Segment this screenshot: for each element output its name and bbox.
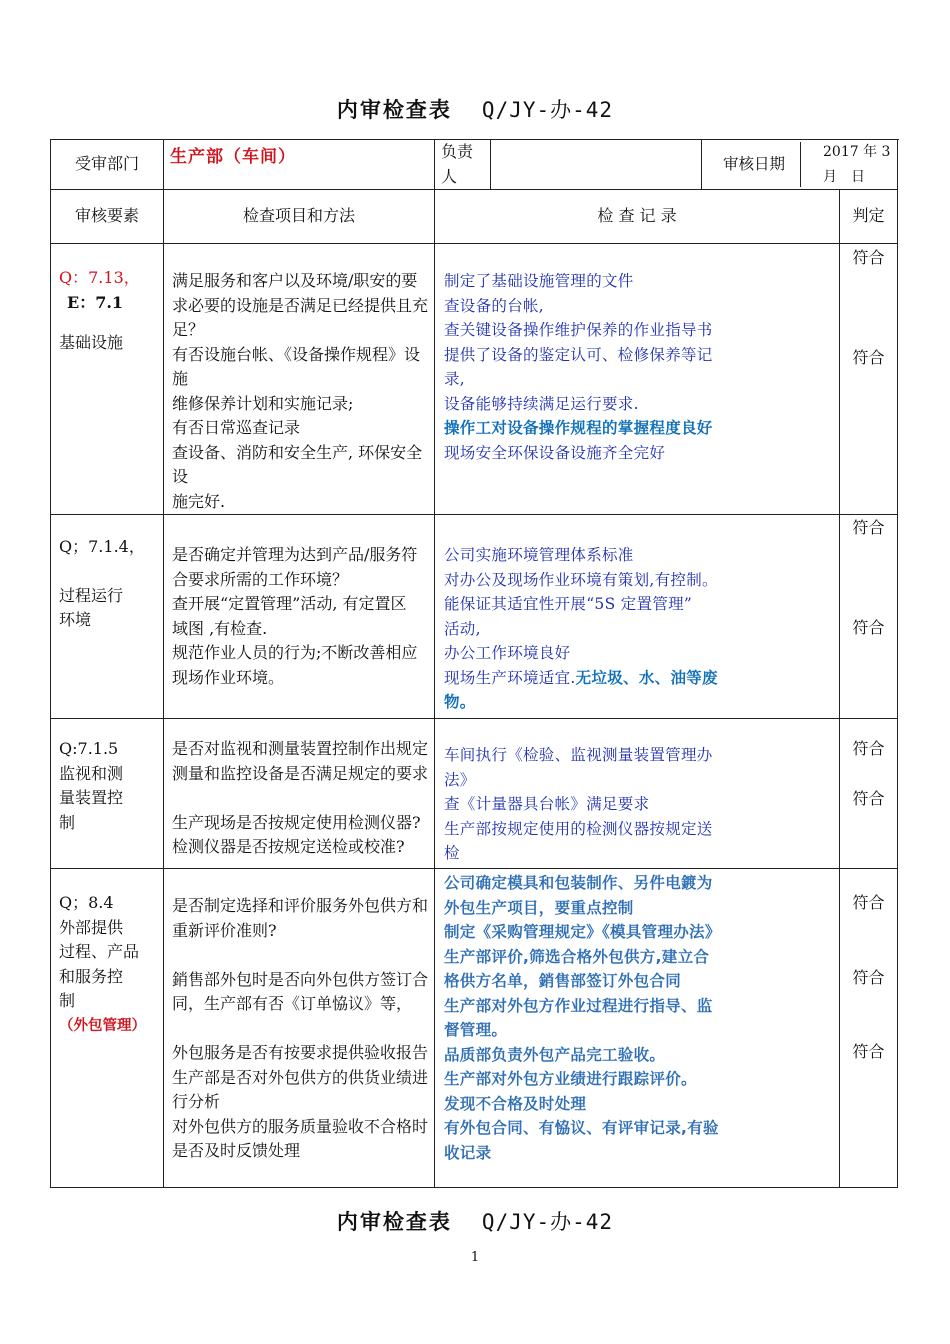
record-line: 公司确定模具和包装制作、另件电鍍为 bbox=[444, 874, 713, 892]
verdict: 符合 bbox=[852, 1042, 885, 1061]
col-method: 检查项目和方法 bbox=[164, 190, 435, 244]
table-row bbox=[51, 869, 898, 1188]
record-line: 对办公及现场作业环境有策划,有控制。 bbox=[444, 570, 718, 589]
method-line bbox=[172, 1017, 430, 1042]
column-header-row bbox=[51, 190, 898, 244]
element-cell bbox=[51, 515, 164, 719]
record-line: 物。 bbox=[444, 693, 476, 711]
verdict: 符合 bbox=[852, 788, 885, 808]
method-line: 外包服务是否有按要求提供验收报告 bbox=[172, 1043, 429, 1062]
record-line: 录, bbox=[444, 370, 466, 388]
element-name: 外部提供 过程、产品 和服务控 制 bbox=[59, 917, 140, 1010]
record-line: 生产部对外包方作业过程进行指导、监 bbox=[444, 996, 713, 1015]
record-line: 活动, bbox=[444, 619, 481, 638]
record-line: 能保证其适宜性开展“5S 定置管理” bbox=[444, 595, 693, 613]
method-line: 有否日常巡查记录 bbox=[172, 418, 301, 437]
col-record: 检 查 记 录 bbox=[435, 190, 840, 244]
record-line: 提供了设备的鉴定认可、检修保养等记 bbox=[444, 345, 713, 364]
clause-e: E：7.1 bbox=[67, 292, 124, 312]
audit-checklist-table bbox=[50, 139, 898, 1188]
record-line: 现场安全环保设备设施齐全完好 bbox=[444, 443, 666, 462]
method-line: 是否对监视和测量装置控制作出规定 bbox=[172, 739, 429, 758]
record-line: 收记录 bbox=[444, 1143, 492, 1162]
method-cell bbox=[164, 719, 435, 869]
verdict: 符合 bbox=[852, 248, 885, 267]
owner-value bbox=[491, 140, 702, 190]
clause-q: Q:7.1.5 bbox=[59, 739, 119, 758]
col-judge: 判定 bbox=[840, 190, 898, 244]
title-code: Q/JY-办-42 bbox=[481, 1210, 614, 1234]
element-name: 监视和测 量装置控 制 bbox=[59, 763, 124, 832]
verdict: 符合 bbox=[852, 347, 885, 367]
verdict: 符合 bbox=[852, 617, 885, 637]
title-main: 内审检查表 bbox=[336, 97, 452, 122]
record-line: 制定《采购管理规定》《模具管理办法》 bbox=[444, 923, 721, 941]
page-number: 1 bbox=[470, 1250, 480, 1265]
dept-label: 受审部门 bbox=[51, 140, 164, 190]
method-cell bbox=[164, 515, 435, 719]
record-cell bbox=[435, 869, 840, 1188]
record-line: 操作工对设备操作规程的掌握程度良好 bbox=[444, 419, 713, 437]
record-cell bbox=[435, 515, 840, 719]
method-line bbox=[172, 943, 430, 968]
judge-cell bbox=[840, 515, 898, 719]
element-name: 基础设施 bbox=[59, 333, 124, 352]
dept-cell bbox=[164, 140, 435, 190]
method-line: 生产部是否对外包供方的供货业绩进 bbox=[172, 1067, 429, 1087]
method-line: 查设备、消防和安全生产, 环保安全设 bbox=[172, 442, 423, 486]
table-row bbox=[51, 515, 898, 719]
method-line: 合要求所需的工作环境？ bbox=[172, 569, 349, 589]
record-line: 公司实施环境管理体系标准 bbox=[444, 546, 634, 564]
element-note: （外包管理） bbox=[59, 1017, 146, 1034]
record-line: 检 bbox=[444, 844, 460, 862]
record-line: 有外包合同、有恊议、有评审记录,有验 bbox=[444, 1119, 719, 1137]
method-line bbox=[172, 786, 430, 811]
verdict: 符合 bbox=[852, 739, 885, 758]
judge-cell bbox=[840, 244, 898, 515]
method-line: 求必要的设施是否满足已经提供且充 bbox=[172, 295, 429, 315]
method-line: 足？ bbox=[172, 320, 205, 339]
method-line: 行分析 bbox=[172, 1092, 221, 1111]
record-line: 制定了基础设施管理的文件 bbox=[444, 272, 634, 290]
judge-cell bbox=[840, 719, 898, 869]
method-line: 施完好. bbox=[172, 491, 226, 511]
method-line: 生产现场是否按规定使用检测仪器? bbox=[172, 812, 421, 832]
method-line: 是否制定选择和评价服务外包供方和 bbox=[172, 896, 429, 915]
method-line: 现场作业环境。 bbox=[172, 667, 285, 687]
verdict: 符合 bbox=[852, 893, 885, 912]
record-line: 品质部负责外包产品完工验收。 bbox=[444, 1045, 666, 1064]
clause-q: Q：7.13， bbox=[59, 268, 140, 287]
verdict: 符合 bbox=[852, 518, 885, 537]
table-row bbox=[51, 244, 898, 515]
method-line: 銷售部外包时是否向外包供方签订合 bbox=[172, 969, 429, 989]
page-title bbox=[0, 94, 950, 124]
record-cell bbox=[435, 244, 840, 515]
record-line: 督管理。 bbox=[444, 1021, 508, 1039]
method-line: 是否及时反馈处理 bbox=[172, 1141, 301, 1160]
col-element: 审核要素 bbox=[51, 190, 164, 244]
record-line: 查《计量器具台帐》满足要求 bbox=[444, 795, 650, 813]
record-line: 生产部按规定使用的检测仪器按规定送 bbox=[444, 819, 713, 838]
record-line: 生产部对外包方业绩进行跟踪评价。 bbox=[444, 1070, 697, 1088]
table-row bbox=[51, 719, 898, 869]
record-line: 发现不合格及时处理 bbox=[444, 1094, 587, 1113]
dept-value: 生产部（车间） bbox=[170, 147, 296, 168]
method-cell bbox=[164, 869, 435, 1188]
record-line: 办公工作环境良好 bbox=[444, 644, 571, 662]
date-value: 2017 年 3 月 日 bbox=[823, 144, 891, 185]
date-cell bbox=[702, 140, 898, 190]
method-line: 测量和监控设备是否满足规定的要求 bbox=[172, 763, 429, 783]
method-line: 维修保养计划和实施记录; bbox=[172, 393, 354, 413]
clause-q: Q；7.1.4， bbox=[59, 537, 145, 556]
record-line: 查设备的台帐, bbox=[444, 296, 545, 315]
record-line: 现场生产环境适宜.无垃圾、水、油等废 bbox=[444, 668, 718, 687]
method-line: 域图 ,有检查. bbox=[172, 618, 268, 638]
record-line: 查关键设备操作维护保养的作业指导书 bbox=[444, 321, 713, 339]
method-line: 重新评价准则? bbox=[172, 920, 277, 940]
page-title-repeat bbox=[0, 1206, 950, 1236]
record-line: 生产部评价,筛选合格外包供方,建立合 bbox=[444, 947, 710, 966]
method-line: 检测仪器是否按规定送检或校准? bbox=[172, 837, 405, 856]
method-line: 查开展“定置管理”活动, 有定置区 bbox=[172, 594, 407, 613]
header-row bbox=[51, 140, 898, 190]
title-code: Q/JY-办-42 bbox=[481, 98, 614, 122]
verdict: 符合 bbox=[852, 967, 885, 987]
element-cell bbox=[51, 719, 164, 869]
date-label: 审核日期 bbox=[708, 142, 801, 187]
record-line: 法》 bbox=[444, 770, 476, 789]
record-line: 外包生产项目，要重点控制 bbox=[444, 898, 634, 917]
record-line: 设备能够持续满足运行要求. bbox=[444, 394, 639, 413]
clause-q: Q；8.4 bbox=[59, 893, 114, 912]
record-cell bbox=[435, 719, 840, 869]
title-main: 内审检查表 bbox=[336, 1209, 452, 1234]
method-line: 有否设施台帐、《设备操作规程》设施 bbox=[172, 344, 421, 388]
element-name: 过程运行 环境 bbox=[59, 585, 124, 629]
record-line: 车间执行《检验、监视测量装置管理办 bbox=[444, 746, 713, 764]
record-line: 格供方名单，銷售部签订外包合同 bbox=[444, 972, 682, 990]
owner-label: 负责人 bbox=[435, 140, 491, 190]
method-line: 同，生产部有否《订单恊议》等， bbox=[172, 994, 413, 1013]
method-line: 满足服务和客户以及环境/职安的要 bbox=[172, 271, 418, 290]
method-line: 是否确定并管理为达到产品/服务符 bbox=[172, 545, 418, 564]
method-line: 规范作业人员的行为;不断改善相应 bbox=[172, 643, 418, 662]
judge-cell bbox=[840, 869, 898, 1188]
method-line: 对外包供方的服务质量验收不合格时 bbox=[172, 1116, 429, 1136]
element-cell bbox=[51, 244, 164, 515]
element-cell bbox=[51, 869, 164, 1188]
method-cell bbox=[164, 244, 435, 515]
